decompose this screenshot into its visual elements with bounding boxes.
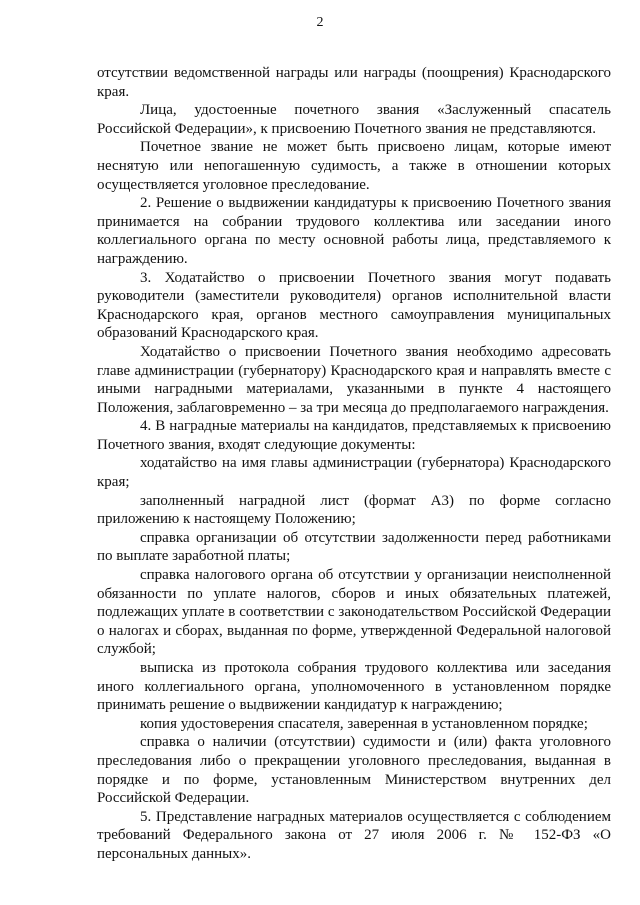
list-item-petition: ходатайство на имя главы администрации (губернатора) Краснодарского края;	[97, 455, 611, 491]
paragraph-item-2: 2. Решение о выдвижении кандидатуры к присвоению Почетного звания принимается на собрании трудового коллектива или заседании иного коллегиального органа по месту основной работы лица, представляемого к награждению.	[97, 195, 611, 267]
paragraph-item-3: 3. Ходатайство о присвоении Почетного звания могут подавать руководители (заместители руководителя) органов исполнительной власти Краснодарского края, органов местного самоуправления муниципальных образований Краснодарского края.	[97, 269, 611, 342]
paragraph-petition-address: Ходатайство о присвоении Почетного звания необходимо адресовать главе администрации (губернатору) Краснодарского края и направлять вместе с иными наградными материалами, указанными в пункте 4 настоящего Положения, заблаговременно – за три месяца до предполагаемого награждения.	[97, 343, 611, 416]
list-item-tax-certificate: справка налогового органа об отсутствии у организации неисполненной обязанности по уплате налогов, сборов и иных обязательных платежей, подлежащих уплате в соответствии с законодательством Российской Федерации о налогах и сборах, выданная по форме, утвержденной Федеральной налоговой службой;	[97, 567, 611, 658]
page-number: 2	[316, 15, 324, 30]
paragraph-award-absence: отсутствии ведомственной награды или награды (поощрения) Краснодарского края.	[97, 65, 611, 100]
list-item-criminal-record-certificate: справка о наличии (отсутствии) судимости и (или) факта уголовного преследования либо о прекращении уголовного преследования, выданная в порядке и по форме, установленным Министерством внутренних дел Российской Федерации.	[97, 734, 611, 807]
paragraph-item-5: 5. Представление наградных материалов осуществляется с соблюдением требований Федерального закона от 27 июля 2006 г. № 152-ФЗ «О персональных данных».	[97, 808, 611, 862]
list-item-rescuer-id-copy: копия удостоверения спасателя, заверенная в установленном порядке;	[140, 715, 588, 732]
list-item-salary-certificate: справка организации об отсутствии задолженности перед работниками по выплате заработной платы;	[97, 529, 611, 565]
paragraph-item-4: 4. В наградные материалы на кандидатов, представляемых к присвоению Почетного звания, входят следующие документы:	[97, 418, 611, 453]
paragraph-honored-rescuer: Лица, удостоенные почетного звания «Заслуженный спасатель Российской Федерации», к присвоению Почетного звания не представляются.	[97, 102, 611, 137]
paragraph-criminal-record: Почетное звание не может быть присвоено лицам, которые имеют неснятую или непогашенную судимость, а также в отношении которых осуществляется уголовное преследование.	[97, 139, 611, 193]
list-item-protocol-extract: выписка из протокола собрания трудового коллектива или заседания иного коллегиального органа, уполномоченного в установленном порядке принимать решение о выдвижении кандидатур к награждению;	[97, 660, 611, 714]
list-item-award-sheet: заполненный наградной лист (формат А3) по форме согласно приложению к настоящему Положению;	[97, 492, 611, 528]
document-body	[97, 64, 611, 864]
